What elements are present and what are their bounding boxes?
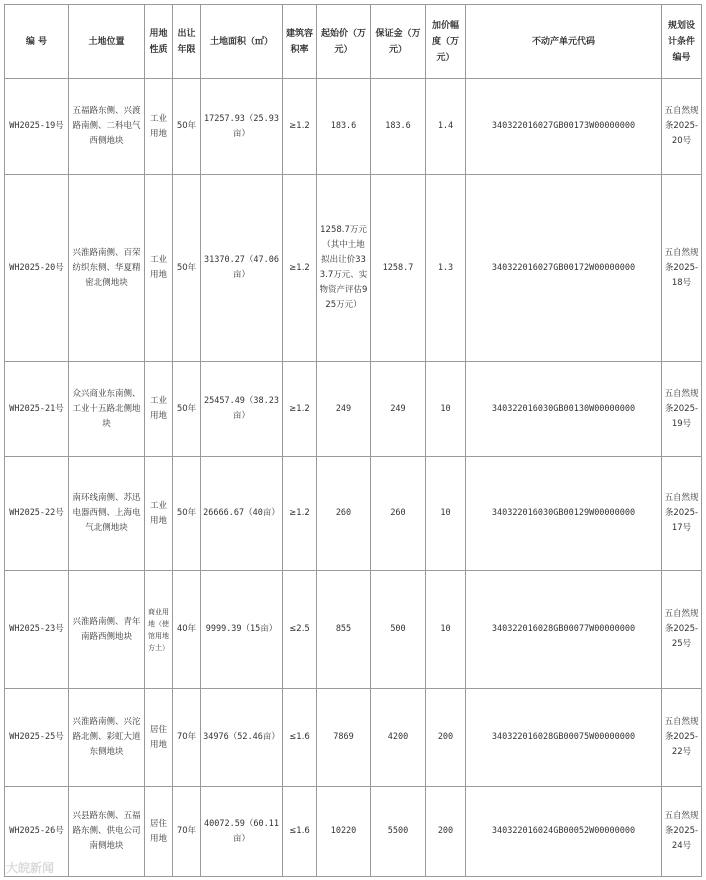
cell-term: 40年 <box>173 571 201 689</box>
cell-deposit: 5500 <box>371 787 426 877</box>
cell-increment: 200 <box>426 787 466 877</box>
header-plan-no: 规划设计条件编号 <box>662 5 702 79</box>
header-deposit: 保证金（万元） <box>371 5 426 79</box>
cell-deposit: 4200 <box>371 689 426 787</box>
cell-use: 工业用地 <box>145 457 173 571</box>
cell-code: 340322016030GB00130W00000000 <box>466 362 662 457</box>
cell-use: 工业用地 <box>145 79 173 175</box>
table-row <box>5 457 702 571</box>
cell-location: 兴淮路南侧、兴沱路北侧、彩虹大道东侧地块 <box>69 689 145 787</box>
cell-far: ≤2.5 <box>283 571 317 689</box>
cell-use: 商业用地（使馆用地方土） <box>145 571 173 689</box>
cell-start-price: 249 <box>317 362 371 457</box>
cell-increment: 200 <box>426 689 466 787</box>
cell-area: 25457.49（38.23亩） <box>201 362 283 457</box>
cell-area: 26666.67（40亩） <box>201 457 283 571</box>
cell-far: ≤1.6 <box>283 689 317 787</box>
table-row <box>5 689 702 787</box>
cell-term: 50年 <box>173 79 201 175</box>
header-start-price: 起始价（万元） <box>317 5 371 79</box>
cell-increment: 1.4 <box>426 79 466 175</box>
cell-code: 340322016024GB00052W00000000 <box>466 787 662 877</box>
cell-term: 50年 <box>173 457 201 571</box>
cell-increment: 10 <box>426 362 466 457</box>
cell-far: ≥1.2 <box>283 362 317 457</box>
cell-plan-no: 五自然规条2025-24号 <box>662 787 702 877</box>
header-row <box>5 5 702 79</box>
cell-deposit: 260 <box>371 457 426 571</box>
header-term: 出让年限 <box>173 5 201 79</box>
cell-area: 17257.93（25.93亩） <box>201 79 283 175</box>
header-area: 土地面积（㎡） <box>201 5 283 79</box>
cell-use: 工业用地 <box>145 175 173 362</box>
cell-plan-no: 五自然规条2025-17号 <box>662 457 702 571</box>
cell-location: 五福路东侧、兴渡路南侧、二科电气西侧地块 <box>69 79 145 175</box>
cell-deposit: 183.6 <box>371 79 426 175</box>
cell-id: WH2025-20号 <box>5 175 69 362</box>
cell-id: WH2025-21号 <box>5 362 69 457</box>
cell-location: 兴淮路南侧、百荣纺织东侧、华夏精密北侧地块 <box>69 175 145 362</box>
cell-id: WH2025-23号 <box>5 571 69 689</box>
table-row <box>5 362 702 457</box>
cell-id: WH2025-19号 <box>5 79 69 175</box>
cell-deposit: 500 <box>371 571 426 689</box>
cell-deposit: 1258.7 <box>371 175 426 362</box>
cell-far: ≥1.2 <box>283 79 317 175</box>
cell-code: 340322016028GB00075W00000000 <box>466 689 662 787</box>
cell-term: 50年 <box>173 362 201 457</box>
cell-start-price: 10220 <box>317 787 371 877</box>
cell-plan-no: 五自然规条2025-18号 <box>662 175 702 362</box>
header-location: 土地位置 <box>69 5 145 79</box>
cell-start-price: 1258.7万元（其中土地拟出让价333.7万元、实物资产评估925万元） <box>317 175 371 362</box>
table-row <box>5 79 702 175</box>
cell-increment: 10 <box>426 571 466 689</box>
cell-area: 9999.39（15亩） <box>201 571 283 689</box>
cell-use: 居住用地 <box>145 689 173 787</box>
cell-plan-no: 五自然规条2025-22号 <box>662 689 702 787</box>
cell-area: 40072.59（60.11亩） <box>201 787 283 877</box>
cell-location: 众兴商业东南侧、工业十五路北侧地块 <box>69 362 145 457</box>
table-row <box>5 571 702 689</box>
cell-location: 兴县路东侧、五福路东侧、供电公司南侧地块 <box>69 787 145 877</box>
cell-increment: 1.3 <box>426 175 466 362</box>
cell-start-price: 855 <box>317 571 371 689</box>
cell-use: 居住用地 <box>145 787 173 877</box>
cell-start-price: 260 <box>317 457 371 571</box>
cell-id: WH2025-26号 <box>5 787 69 877</box>
cell-plan-no: 五自然规条2025-25号 <box>662 571 702 689</box>
cell-code: 340322016027GB00173W00000000 <box>466 79 662 175</box>
cell-id: WH2025-25号 <box>5 689 69 787</box>
header-id: 编 号 <box>5 5 69 79</box>
cell-deposit: 249 <box>371 362 426 457</box>
cell-increment: 10 <box>426 457 466 571</box>
cell-start-price: 183.6 <box>317 79 371 175</box>
cell-term: 70年 <box>173 787 201 877</box>
cell-location: 南环线南侧、苏迅电器西侧、上海电气北侧地块 <box>69 457 145 571</box>
cell-area: 34976（52.46亩） <box>201 689 283 787</box>
land-auction-table <box>4 4 702 877</box>
table-row <box>5 787 702 877</box>
cell-code: 340322016030GB00129W00000000 <box>466 457 662 571</box>
cell-plan-no: 五自然规条2025-19号 <box>662 362 702 457</box>
cell-code: 340322016027GB00172W00000000 <box>466 175 662 362</box>
cell-location: 兴淮路南侧、青年南路西侧地块 <box>69 571 145 689</box>
cell-far: ≥1.2 <box>283 175 317 362</box>
cell-plan-no: 五自然规条2025-20号 <box>662 79 702 175</box>
cell-start-price: 7869 <box>317 689 371 787</box>
table-row <box>5 175 702 362</box>
header-use: 用地性质 <box>145 5 173 79</box>
cell-code: 340322016028GB00077W00000000 <box>466 571 662 689</box>
cell-use: 工业用地 <box>145 362 173 457</box>
header-code: 不动产单元代码 <box>466 5 662 79</box>
header-increment: 加价幅度（万元） <box>426 5 466 79</box>
watermark-text: 大皖新闻 <box>6 861 55 875</box>
cell-term: 70年 <box>173 689 201 787</box>
cell-far: ≤1.6 <box>283 787 317 877</box>
cell-far: ≥1.2 <box>283 457 317 571</box>
cell-term: 50年 <box>173 175 201 362</box>
cell-id: WH2025-22号 <box>5 457 69 571</box>
header-far: 建筑容积率 <box>283 5 317 79</box>
cell-area: 31370.27（47.06亩） <box>201 175 283 362</box>
